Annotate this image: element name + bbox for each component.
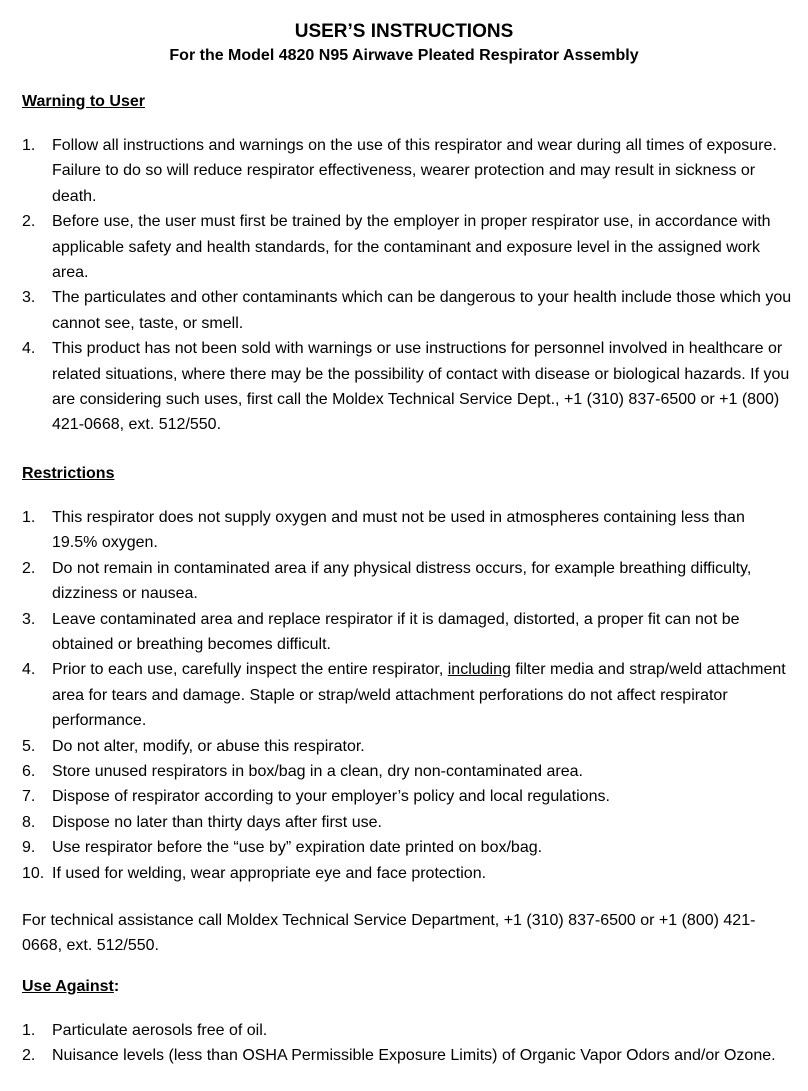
section-heading-warning	[22, 92, 145, 112]
item-text-before: Prior to each use, carefully inspect the entire respirator,	[52, 661, 448, 679]
section-heading-use-against	[22, 977, 119, 997]
item-number: 1.	[22, 1022, 36, 1039]
item-text: Do not remain in contaminated area if any physical distress occurs, for example breathing difficulty, dizziness or nausea.	[52, 559, 752, 603]
warning-item	[22, 209, 792, 285]
restriction-item	[22, 759, 792, 784]
item-text: This respirator does not supply oxygen and must not be used in atmospheres containing less than 19.5% oxygen.	[52, 509, 745, 552]
use-against-item	[22, 1018, 792, 1043]
restrictions-heading-text: Restrictions	[22, 465, 115, 482]
warning-list	[22, 133, 792, 438]
item-text: Follow all instructions and warnings on the use of this respirator and wear during all times of exposure. Failure to do so will reduce respirator effectiveness, wearer protection and may result in sickness or death.	[52, 137, 777, 205]
item-number: 6.	[22, 763, 36, 781]
item-text: Store unused respirators in box/bag in a clean, dry non-contaminated area.	[52, 763, 583, 781]
item-number: 7.	[22, 788, 36, 806]
item-number: 2.	[22, 213, 36, 231]
item-text: Do not alter, modify, or abuse this respirator.	[52, 737, 365, 755]
item-number: 9.	[22, 839, 36, 857]
item-text: If used for welding, wear appropriate eye and face protection.	[52, 864, 487, 882]
item-number: 1.	[22, 137, 36, 154]
restriction-item	[22, 734, 792, 759]
item-number: 10.	[22, 864, 45, 882]
use-against-item	[22, 1043, 792, 1068]
document-subtitle: For the Model 4820 N95 Airwave Pleated Respirator Assembly	[169, 47, 639, 64]
technical-assistance-paragraph: For technical assistance call Moldex Technical Service Department, +1 (310) 837-6500 or +1 (800) 421-0668, ext. 512/550.	[22, 912, 756, 955]
item-text: Leave contaminated area and replace respirator if it is damaged, distorted, a proper fit can not be obtained or breathing becomes difficult.	[52, 610, 740, 654]
item-text-underlined: including	[447, 661, 511, 679]
item-text: The particulates and other contaminants which can be dangerous to your health include those which you cannot see, taste, or smell.	[52, 289, 792, 332]
use-against-heading-colon: :	[113, 978, 120, 995]
item-text-after: filter media and strap/weld attachment area for tears and damage. Staple or strap/weld attachment perforations do not affect respirator performance.	[52, 661, 786, 730]
item-number: 2.	[22, 559, 36, 577]
warning-item	[22, 285, 792, 336]
item-text: This product has not been sold with warnings or use instructions for personnel involved in healthcare or related situations, where there may be the possibility of contact with disease or biological hazards. If you are considering such uses, first call the Moldex Technical Service Dept., +1 (310) 837-6500 or +1 (800) 421-0668, ext. 512/550.	[52, 340, 790, 434]
item-number: 3.	[22, 289, 36, 307]
item-number: 5.	[22, 737, 36, 755]
item-text: Particulate aerosols free of oil.	[52, 1022, 268, 1039]
item-number: 3.	[22, 610, 36, 628]
restriction-item	[22, 861, 792, 886]
restriction-item	[22, 810, 792, 835]
item-text: Nuisance levels (less than OSHA Permissible Exposure Limits) of Organic Vapor Odors and/or Ozone.	[52, 1047, 776, 1065]
item-text: Dispose of respirator according to your employer’s policy and local regulations.	[52, 788, 610, 806]
restriction-item	[22, 607, 792, 658]
item-text: Before use, the user must first be trained by the employer in proper respirator use, in accordance with applicable safety and health standards, for the contaminant and exposure level in the assigned work area.	[52, 213, 771, 282]
item-text: Dispose no later than thirty days after first use.	[52, 813, 382, 831]
warning-item	[22, 336, 792, 438]
item-text: Use respirator before the “use by” expiration date printed on box/bag.	[52, 839, 543, 857]
item-number: 4.	[22, 340, 36, 358]
restriction-item	[22, 835, 792, 860]
section-heading-restrictions	[22, 464, 114, 484]
restriction-item	[22, 784, 792, 809]
use-against-heading-text: Use Against	[22, 978, 114, 995]
warning-item	[22, 133, 792, 209]
item-number: 4.	[22, 661, 36, 679]
warning-heading-text: Warning to User	[22, 93, 145, 110]
restriction-item	[22, 505, 792, 556]
item-number: 2.	[22, 1047, 36, 1065]
use-against-list	[22, 1018, 792, 1069]
item-number: 8.	[22, 813, 36, 831]
restriction-item	[22, 556, 792, 607]
restriction-item	[22, 657, 792, 733]
item-number: 1.	[22, 509, 36, 526]
restrictions-list	[22, 505, 792, 886]
document-title: USER’S INSTRUCTIONS	[294, 21, 514, 42]
